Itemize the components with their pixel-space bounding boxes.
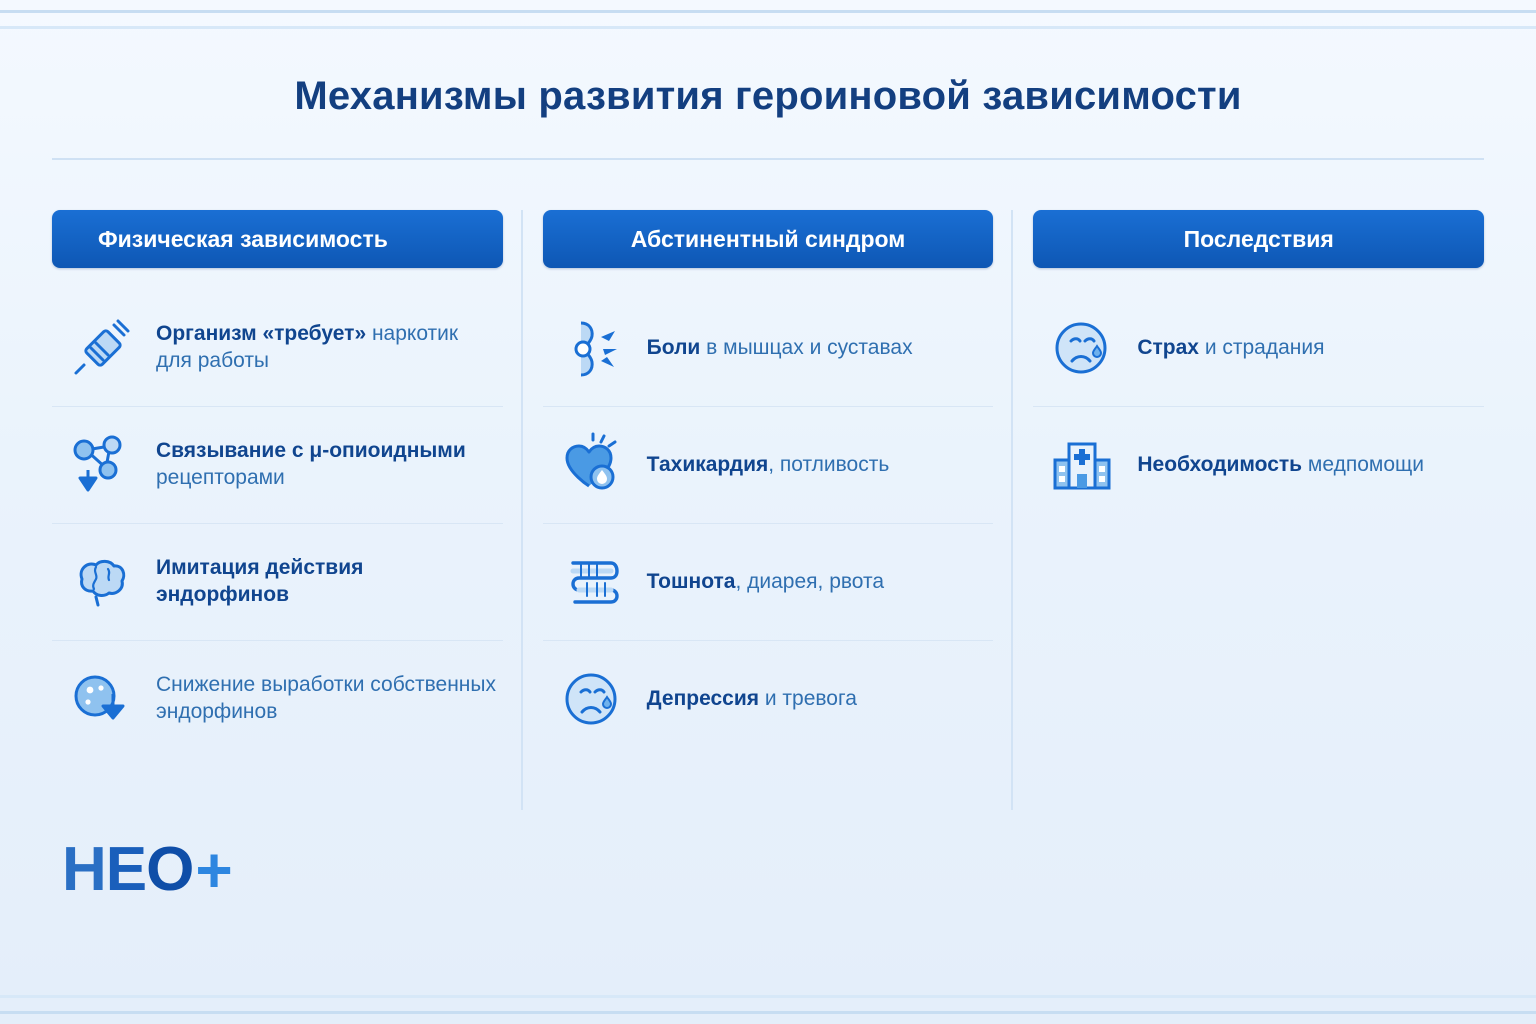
list-item	[1033, 290, 1484, 407]
brain-icon	[62, 543, 140, 621]
logo-letter-o: О	[146, 835, 194, 904]
list-item	[52, 407, 503, 524]
list-item	[52, 641, 503, 757]
column-header-withdrawal: Абстинентный синдром	[543, 210, 994, 268]
crying-face-icon	[1043, 309, 1121, 387]
item-list-consequences	[1033, 290, 1484, 523]
list-item-rest: Снижение выработки собственных эндорфинов	[156, 673, 496, 723]
list-item-text	[647, 335, 913, 362]
list-item-rest: рецепторами	[156, 466, 285, 489]
list-item-rest: в мышцах и суставах	[700, 335, 913, 359]
list-item	[52, 290, 503, 407]
list-item-strong: Боли	[646, 335, 701, 359]
list-item-rest: наркотик для работы	[156, 322, 459, 372]
title-divider	[52, 158, 1484, 160]
list-item-text	[156, 438, 499, 492]
list-item-rest: медпомощи	[1302, 452, 1425, 476]
sad-face-icon	[553, 660, 631, 738]
logo-letter-n: Н	[62, 835, 106, 904]
intestine-icon	[553, 543, 631, 621]
list-item-strong: Тахикардия	[646, 452, 769, 476]
item-list-withdrawal	[543, 290, 994, 757]
list-item-strong: Депрессия	[646, 686, 760, 710]
heart-sweat-icon	[553, 426, 631, 504]
list-item-strong: Тошнота	[646, 569, 736, 593]
page-title: Механизмы развития героиновой зависимости	[294, 74, 1242, 118]
list-item-strong: Имитация действия эндорфинов	[156, 556, 364, 606]
list-item-rest: и тревога	[759, 686, 857, 710]
list-item	[52, 524, 503, 641]
brand-logo	[62, 834, 232, 906]
list-item-text	[156, 555, 499, 609]
list-item-rest: и страдания	[1198, 335, 1325, 359]
column-consequences	[1033, 210, 1484, 757]
list-item-text	[647, 686, 857, 713]
item-list-physical	[52, 290, 503, 757]
list-item-strong: Организм «требует»	[156, 322, 367, 346]
column-withdrawal-syndrome	[543, 210, 994, 757]
top-rule-2	[0, 26, 1536, 29]
top-rule-1	[0, 10, 1536, 13]
hospital-icon	[1043, 426, 1121, 504]
list-item-strong: Необходимость	[1137, 452, 1303, 476]
column-header-physical: Физическая зависимость	[52, 210, 503, 268]
column-physical-dependence	[52, 210, 503, 757]
list-item-text	[156, 321, 499, 375]
list-item-text	[647, 452, 890, 479]
list-item-rest: , потливость	[768, 452, 890, 476]
list-item-strong: Связывание с μ-опиоидными	[156, 439, 466, 463]
joint-pain-icon	[553, 309, 631, 387]
list-item	[543, 407, 994, 524]
molecule-receptor-icon	[62, 426, 140, 504]
molecule-down-arrow-icon	[62, 660, 140, 738]
bottom-rule-1	[0, 995, 1536, 998]
list-item-text	[156, 672, 499, 726]
bottom-rule-2	[0, 1011, 1536, 1014]
list-item	[543, 641, 994, 757]
list-item	[543, 290, 994, 407]
syringe-icon	[62, 309, 140, 387]
list-item-text	[647, 569, 884, 596]
list-item-text	[1137, 452, 1424, 479]
logo-plus-icon: +	[195, 834, 232, 906]
list-item	[543, 524, 994, 641]
column-header-consequences: Последствия	[1033, 210, 1484, 268]
list-item-strong: Страх	[1137, 335, 1199, 359]
list-item	[1033, 407, 1484, 523]
list-item-rest: , диарея, рвота	[735, 569, 885, 593]
columns-container	[52, 210, 1484, 757]
logo-letter-e: Е	[105, 835, 147, 904]
list-item-text	[1137, 335, 1324, 362]
